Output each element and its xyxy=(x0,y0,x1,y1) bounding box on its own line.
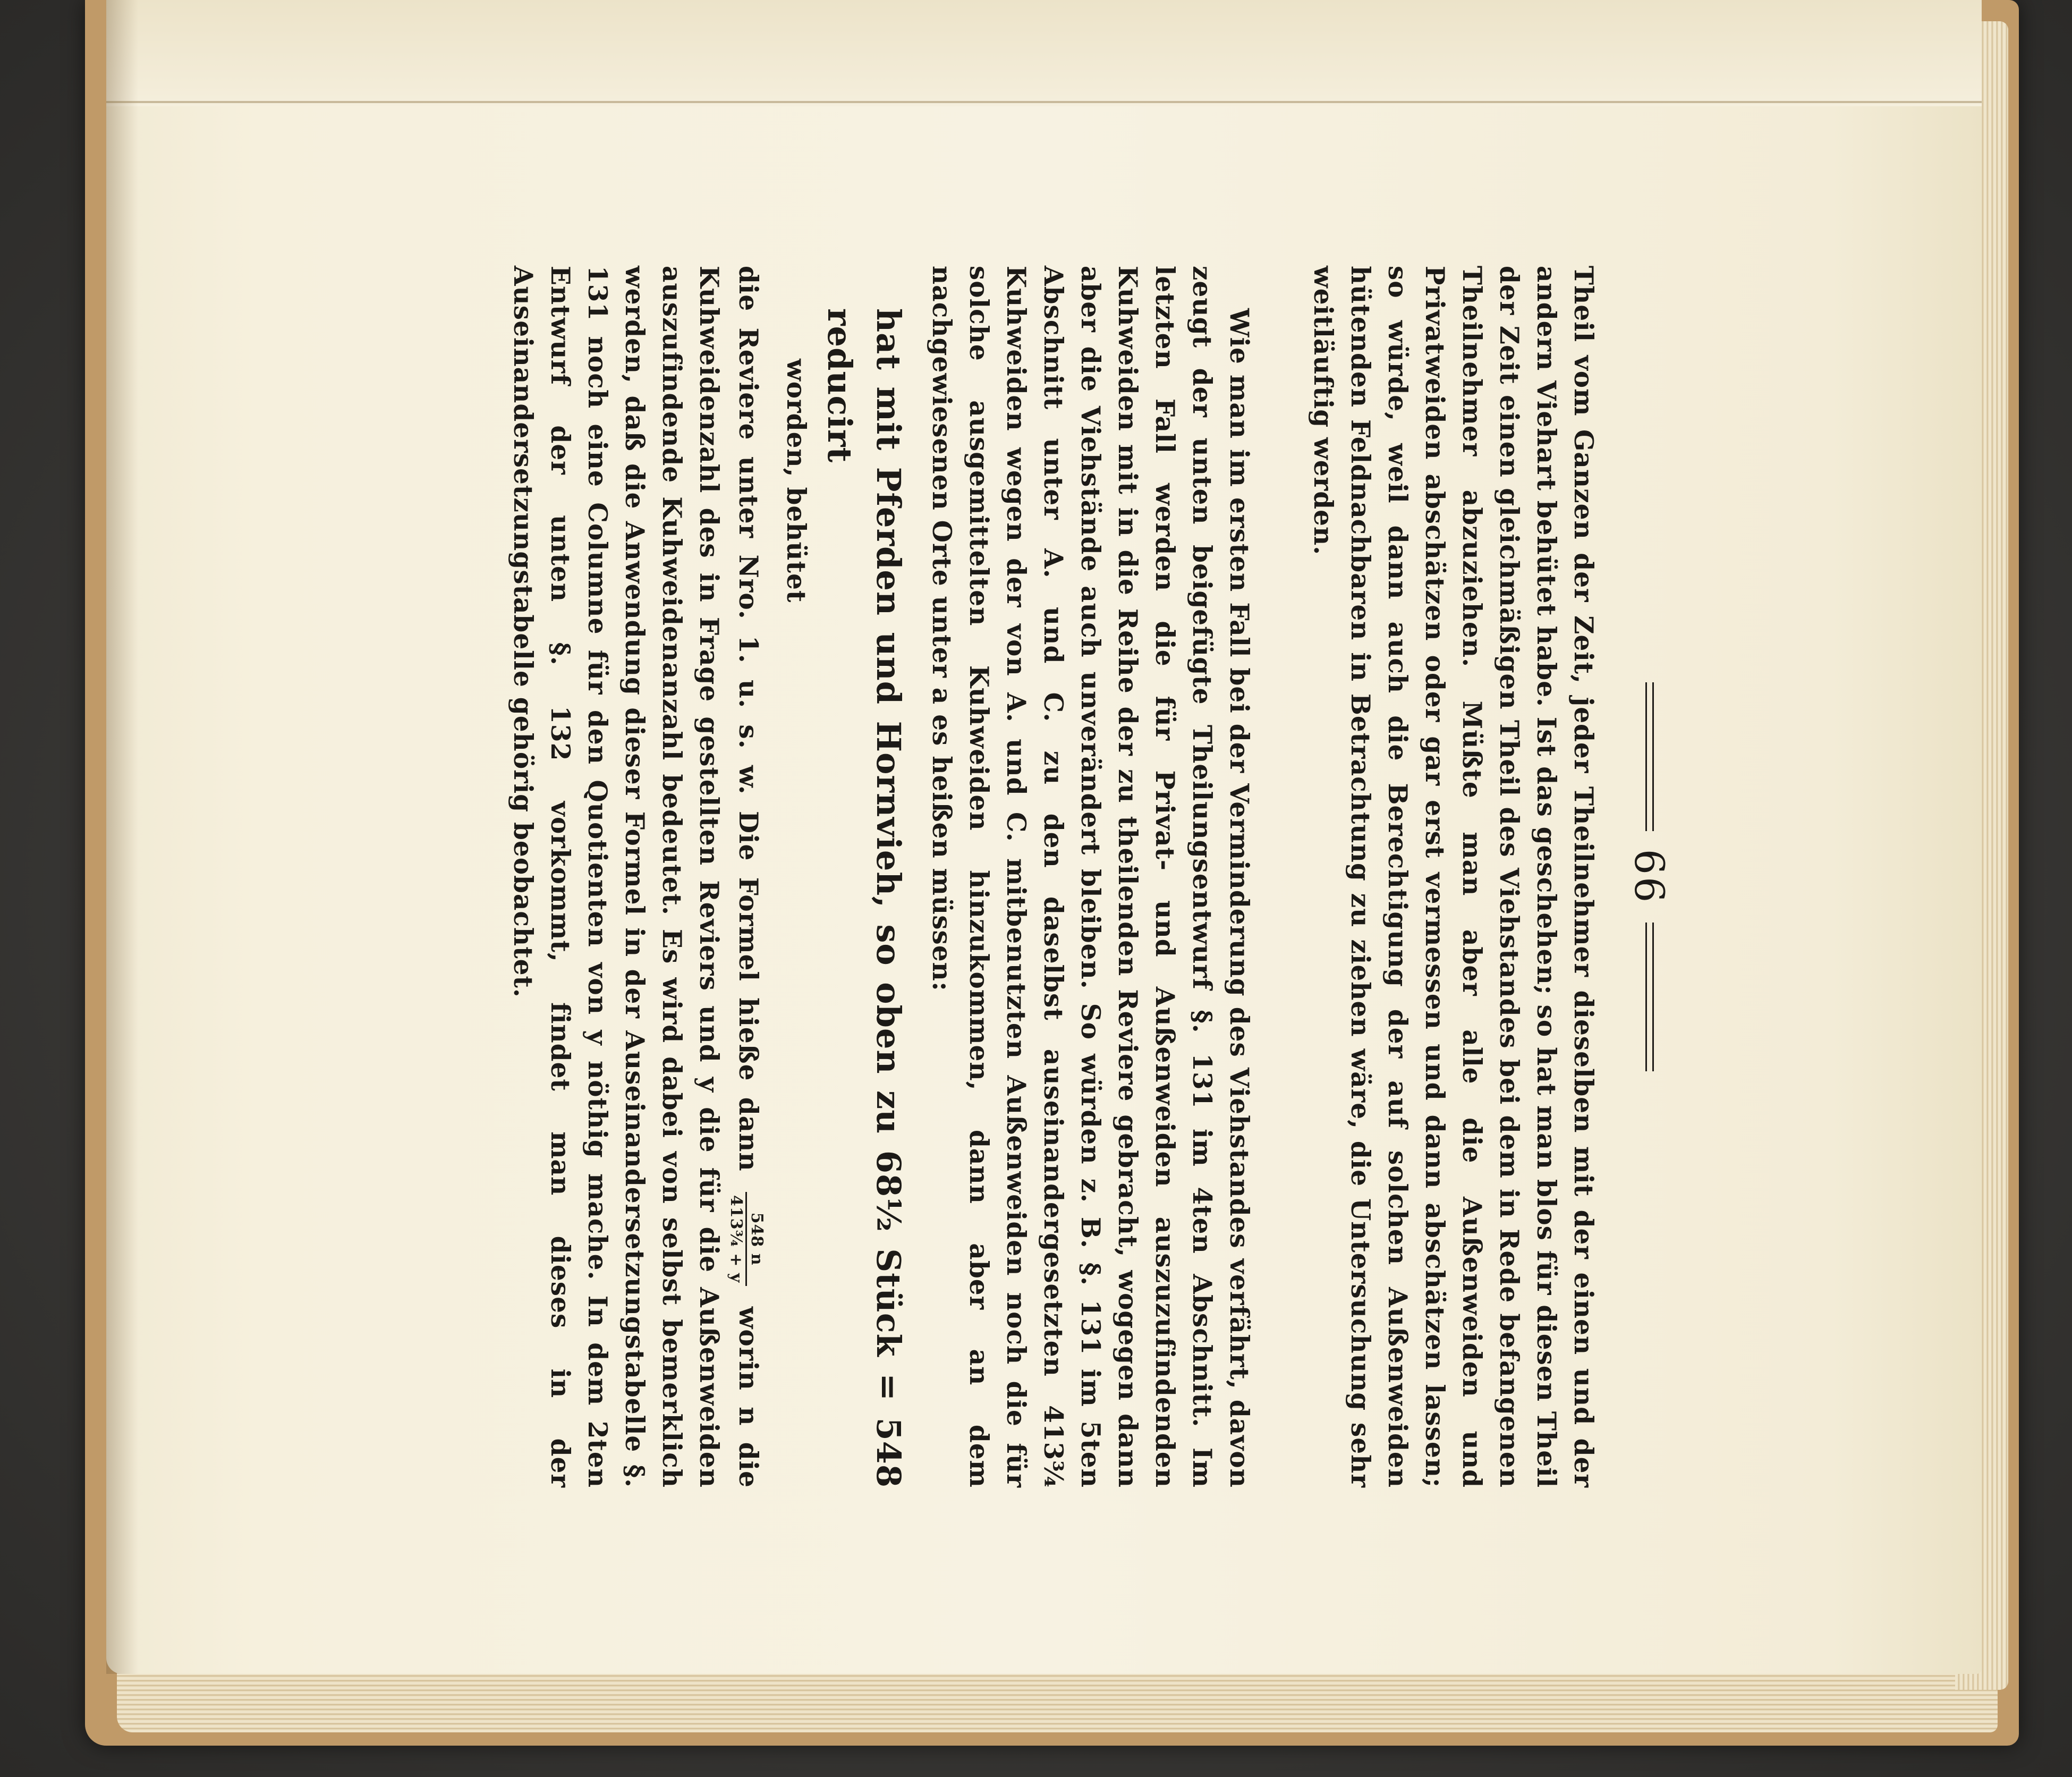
formula-continuation: worden, behütet xyxy=(781,359,811,603)
paragraph-3-start: die Reviere unter Nro. 1. u. s. w. Die Formel hieße dann xyxy=(733,266,763,1172)
fraction-denominator: 413¾ + y xyxy=(727,1195,745,1283)
formula-text: hat mit Pferden und Hornvieh, so oben zu 68½ Stück = 548 reducirt xyxy=(820,308,908,1488)
text-block xyxy=(404,266,1679,1488)
header-rule-left xyxy=(1645,682,1654,831)
rotated-text-area xyxy=(404,266,1679,1488)
page-header xyxy=(1620,266,1679,1488)
paragraph-3-rest: worin n die Kuhweidenzahl des in Frage gestellten Reviers und y die für die Außenweiden auszufindende Kuhweidenanzahl bedeutet. Es wird dabei von selbst bemerklich werden, daß die Anwendung dieser Formel in der Auseinandersetzungstabelle §. 131 noch eine Columne für den Quotienten von y nöthig mache. In dem 2ten Entwurf der unten §. 132 vorkommt, findet man dieses in der Auseinandersetzungstabelle gehörig beobachtet. xyxy=(508,266,763,1488)
paragraph-2: Wie man im ersten Fall bei der Verminderung des Viehstandes verfährt, davon zeugt der unten beigefügte Theilungsentwurf §. 131 im 4ten Abschnitt. Im letzten Fall werden die für Privat- und Außenweiden auszuzufindenden Kuhweiden mit in die Reihe der zu theilenden Reviere gebracht, wogegen dann aber die Viehstände auch unverändert bleiben. So würden z. B. §. 131 im 5ten Abschnitt unter A. und C. zu den daselbst auseinandergesetzten 413¾ Kuhweiden wegen der von A. und C. mitbenutzten Außenweiden noch die für solche ausgemittelten Kuhweiden hinzukommen, dann aber an dem nachgewiesenen Orte unter a es heißen müssen: xyxy=(927,266,1254,1488)
page-fold-line xyxy=(106,101,1982,103)
formula-line xyxy=(814,266,912,1488)
paragraph-3 xyxy=(504,266,767,1488)
page-body xyxy=(504,266,1602,1488)
paragraph-1: Theil vom Ganzen der Zeit, jeder Theilnehmer dieselben mit der einen und der andern Viehart behütet habe. Ist das geschehen; so hat man blos für diesen Theil der Zeit einen gleichmäßigen Theil des Viehstandes bei dem in Rede befangenen Theilnehmer abzuziehen. Müßte man aber alle die Außenweiden und Privatweiden abschätzen oder gar erst vermessen und dann abschätzen lassen; so würde, weil dann auch die Berechtigung der auf solchen Außenweiden hütenden Feldnachbaren in Betrachtung zu ziehen wäre, die Untersuchung sehr weitläuftig werden. xyxy=(1308,266,1599,1488)
page-number: 66 xyxy=(1626,849,1674,905)
fraction-numerator: 548 n xyxy=(745,1192,765,1286)
facing-page-edge xyxy=(106,0,1982,106)
gutter-shadow xyxy=(106,0,138,1674)
formula-fraction xyxy=(727,1192,765,1286)
header-rule-right xyxy=(1645,923,1654,1071)
